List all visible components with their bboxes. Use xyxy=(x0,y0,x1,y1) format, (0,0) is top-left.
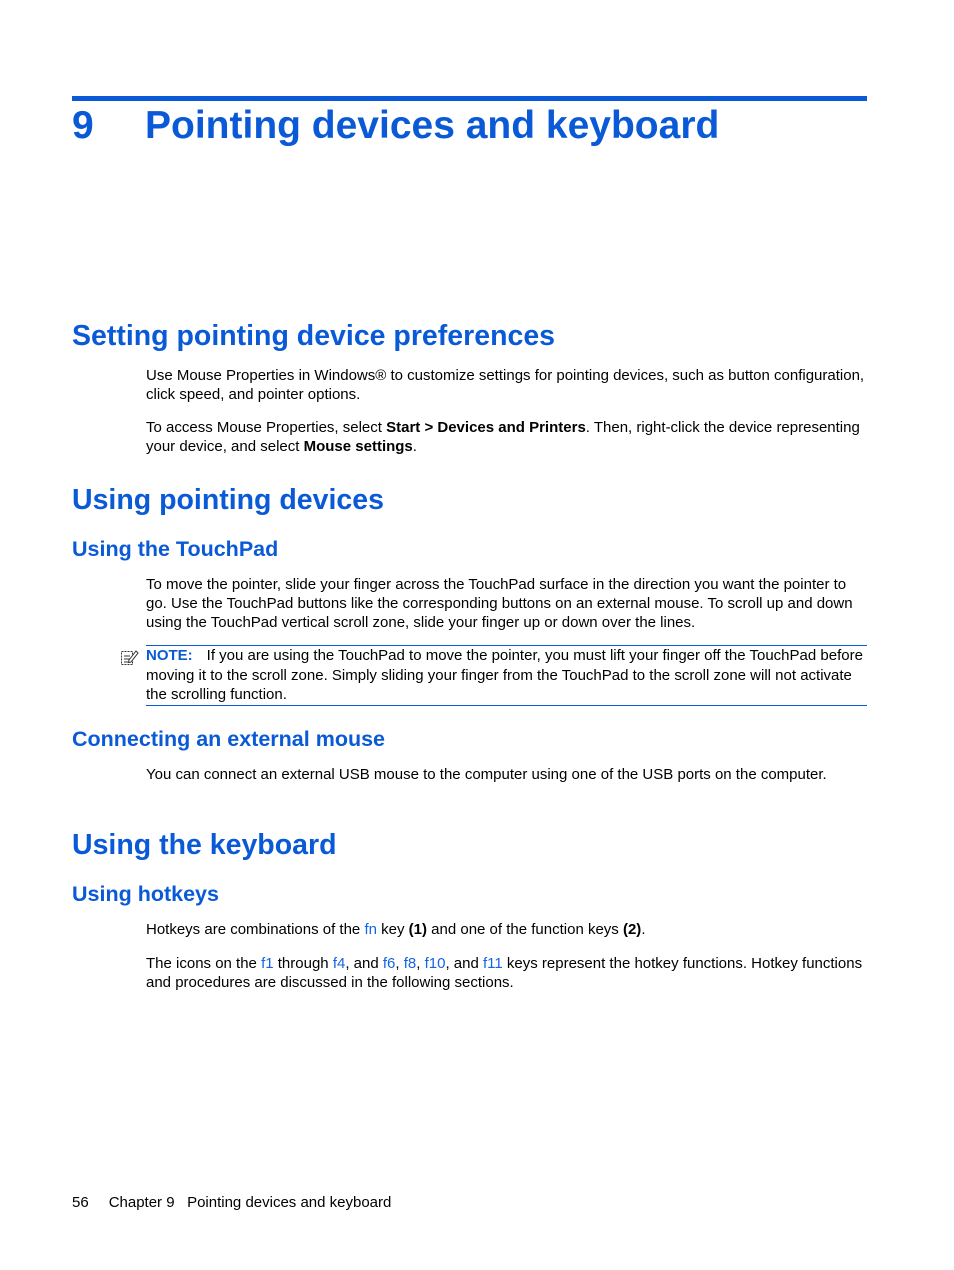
menu-path: Start > Devices and Printers xyxy=(386,419,586,436)
subsection-title-hotkeys: Using hotkeys xyxy=(72,882,219,906)
chapter-heading xyxy=(72,100,719,152)
chapter-number: 9 xyxy=(72,104,94,147)
section-title-keyboard: Using the keyboard xyxy=(72,829,337,861)
section-title-preferences: Setting pointing device preferences xyxy=(72,320,556,352)
preferences-paragraph-2 xyxy=(146,418,868,456)
key-f1: f1 xyxy=(261,955,274,972)
text-run: . xyxy=(641,921,646,938)
mouse-paragraph: You can connect an external USB mouse to the computer using one of the USB ports on the computer. xyxy=(146,766,827,783)
subsection-title-touchpad: Using the TouchPad xyxy=(72,537,279,561)
key-f10: f10 xyxy=(424,955,446,972)
page-number: 56 xyxy=(72,1194,89,1211)
preferences-paragraph-1: Use Mouse Properties in Windows® to customize settings for pointing devices, such as button configuration, click speed, and pointer options. xyxy=(146,367,865,403)
key-f4: f4 xyxy=(332,955,346,972)
note-box xyxy=(146,645,867,706)
text-run: Hotkeys are combinations of the xyxy=(146,921,365,938)
key-f6: f6 xyxy=(382,955,396,972)
key-f11: f11 xyxy=(482,955,503,972)
note-icon xyxy=(120,648,139,667)
text-run: , and xyxy=(345,955,383,972)
menu-item-mouse-settings: Mouse settings xyxy=(303,438,413,455)
section-title-pointing: Using pointing devices xyxy=(72,484,384,516)
text-run: keys represent the hotkey functions. Hotkey functions and procedures are discussed in the following sections. xyxy=(146,955,863,991)
hotkeys-paragraph-2 xyxy=(146,954,868,992)
text-run: . xyxy=(412,438,417,455)
footer-text: Chapter 9 Pointing devices and keyboard xyxy=(108,1194,392,1211)
subsection-title-mouse: Connecting an external mouse xyxy=(72,727,386,751)
text-run: The icons on the xyxy=(146,955,262,972)
note-body: If you are using the TouchPad to move the pointer, you must lift your finger off the TouchPad before moving it to the scroll zone. Simply sliding your finger from the TouchPad to the scroll zone will not activate the scrolling function. xyxy=(146,647,863,703)
callout-1: (1) xyxy=(408,921,427,938)
hotkeys-paragraph-1 xyxy=(146,920,868,939)
key-fn: fn xyxy=(364,921,377,938)
note-text xyxy=(146,646,867,705)
callout-2: (2) xyxy=(622,921,642,938)
key-f8: f8 xyxy=(403,955,417,972)
text-run: , xyxy=(416,955,425,972)
text-run: To access Mouse Properties, select xyxy=(146,419,387,436)
text-run: key xyxy=(376,921,409,938)
text-run: through xyxy=(273,955,333,972)
text-run: . Then, right-click the device representing your device, and select xyxy=(146,419,860,455)
touchpad-paragraph: To move the pointer, slide your finger across the TouchPad surface in the direction you want the pointer to go. Use the TouchPad buttons like the corresponding buttons on an external mouse. To scroll up and down using the TouchPad vertical scroll zone, slide your finger up or down over the lines. xyxy=(146,576,853,631)
note-label: NOTE: xyxy=(146,647,193,664)
chapter-title: Pointing devices and keyboard xyxy=(145,104,720,147)
text-run: , xyxy=(395,955,404,972)
page-footer xyxy=(72,1193,391,1212)
text-run: and one of the function keys xyxy=(427,921,623,938)
text-run: , and xyxy=(445,955,483,972)
